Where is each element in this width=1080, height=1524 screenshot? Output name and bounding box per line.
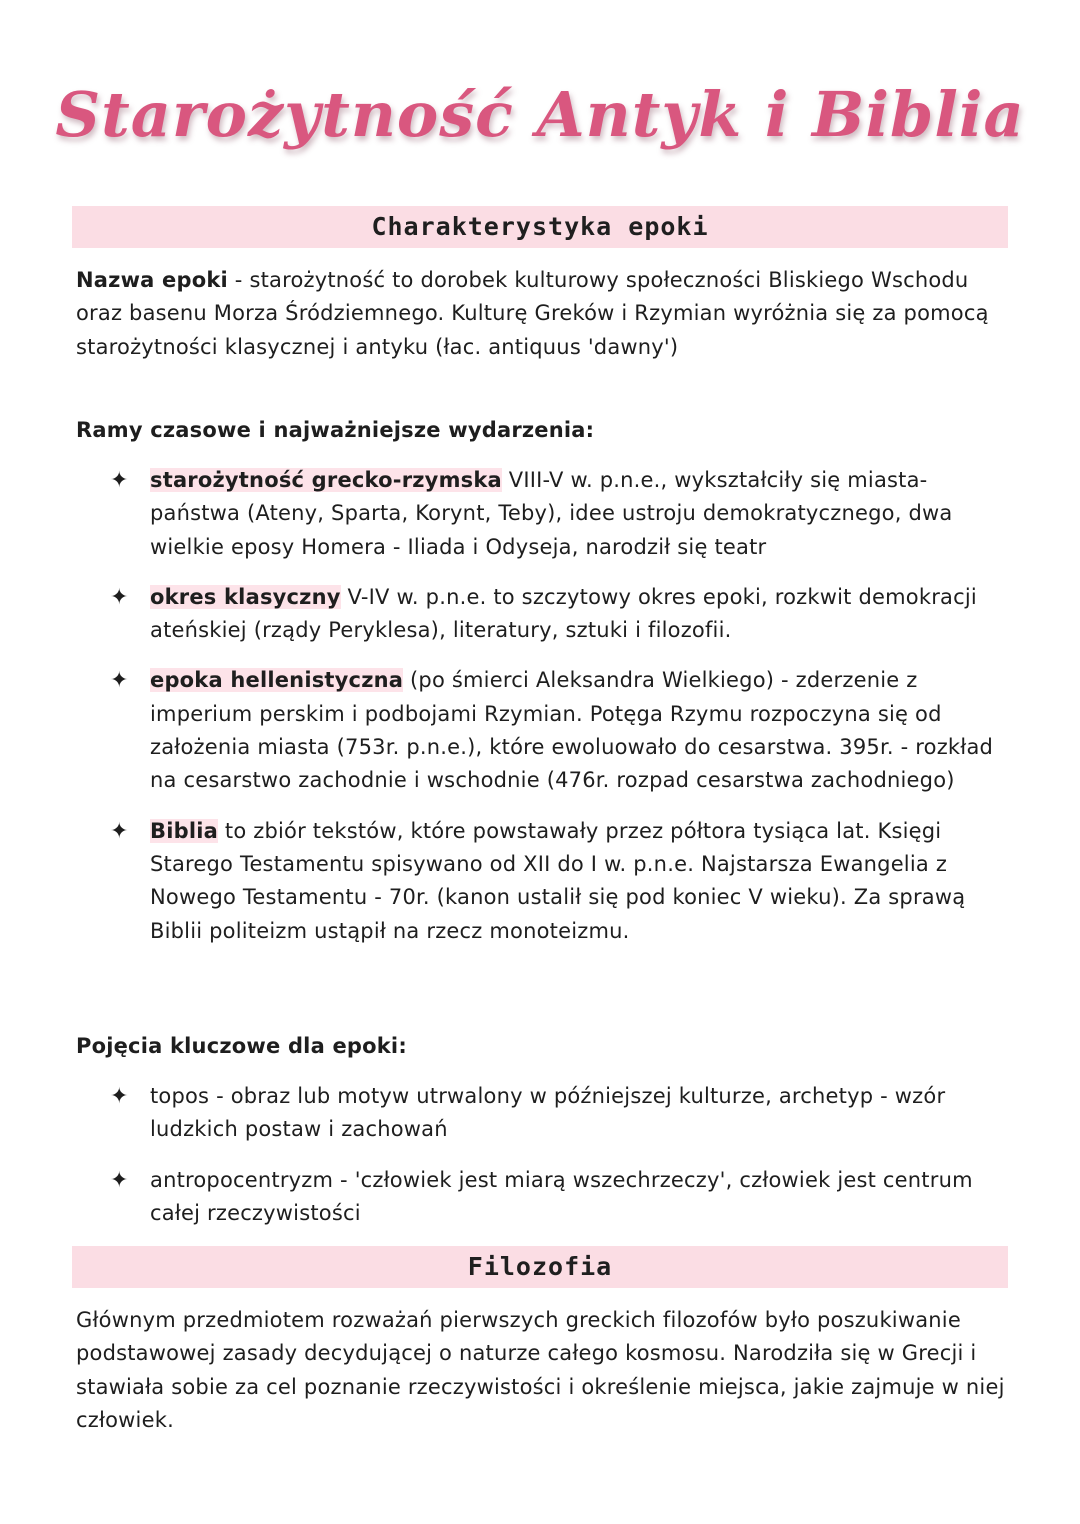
event-term: starożytność grecko-rzymska [150, 468, 502, 492]
sparkle-bullet-icon: ✦ [110, 584, 129, 610]
sparkle-bullet-icon: ✦ [110, 818, 129, 844]
events-list [110, 464, 1006, 965]
concepts-list [110, 1080, 1006, 1247]
subheading-timeframe: Ramy czasowe i najważniejsze wydarzenia: [76, 418, 595, 442]
sparkle-bullet-icon: ✦ [110, 1084, 129, 1109]
list-item [110, 664, 1006, 797]
sparkle-bullet-icon: ✦ [110, 1167, 129, 1193]
paragraph-philosophy: Głównym przedmiotem rozważań pierwszych greckich filozofów było poszukiwanie podstawowej zasady decydującej o naturze całego kosmosu. Narodziła się w Grecji i stawiała sobie za cel poznanie rzeczywistości i określenie miejsca, jakie zajmuje w niej człowiek. [76, 1308, 1005, 1432]
subheading-key-concepts: Pojęcia kluczowe dla epoki: [76, 1034, 407, 1058]
paragraph-era-name [76, 264, 1006, 364]
event-text: V-IV w. p.n.e. to szczytowy okres epoki, rozkwit demokracji ateńskiej (rządy Peryklesa), literatury, sztuki i filozofii. [150, 584, 977, 643]
concept-text: antropocentryzm - 'człowiek jest miarą wszechrzeczy', człowiek jest centrum całej rzeczywistości [150, 1167, 973, 1225]
list-item [110, 815, 1006, 948]
section-heading-philosophy: Filozofia [72, 1246, 1008, 1288]
event-text: VIII-V w. p.n.e., wykształciły się miasta-państwa (Ateny, Sparta, Korynt, Teby), idee ustroju demokratycznego, dwa wielkie eposy Homera - Iliada i Odyseja, narodził się teatr [150, 468, 953, 559]
concept-text: topos - obraz lub motyw utrwalony w późniejszej kulturze, archetyp - wzór ludzkich postaw i zachowań [150, 1084, 946, 1142]
sparkle-bullet-icon: ✦ [110, 668, 129, 694]
event-term: okres klasyczny [150, 584, 341, 609]
list-item [110, 581, 1006, 648]
list-item [110, 1164, 1006, 1231]
event-text: (po śmierci Aleksandra Wielkiego) - zderzenie z imperium perskim i podbojami Rzymian. Potęga Rzymu rozpoczyna się od założenia miasta (753r. p.n.e.), które ewoluowało do cesarstwa. 395r. - rozkład na cesarstwo zachodnie i wschodnie (476r. rozpad cesarstwa zachodniego) [150, 668, 994, 793]
list-item [110, 464, 1006, 564]
page-title: Starożytność Antyk i Biblia [55, 78, 1025, 151]
section-heading-characteristics: Charakterystyka epoki [72, 206, 1008, 248]
era-name-text: - starożytność to dorobek kulturowy społeczności Bliskiego Wschodu oraz basenu Morza Śródziemnego. Kulturę Greków i Rzymian wyróżnia się za pomocą starożytności klasycznej i antyku (łac. antiquus 'dawny') [76, 268, 989, 359]
event-term: Biblia [150, 818, 219, 843]
sparkle-bullet-icon: ✦ [110, 468, 129, 493]
list-item [110, 1080, 1006, 1147]
event-text: to zbiór tekstów, które powstawały przez półtora tysiąca lat. Księgi Starego Testamentu spisywano od XII do I w. p.n.e. Najstarsza Ewangelia z Nowego Testamentu - 70r. (kanon ustalił się pod koniec V wieku). Za sprawą Biblii politeizm ustąpił na rzecz monoteizmu. [150, 818, 966, 943]
event-term: epoka hellenistyczna [150, 668, 404, 693]
era-name-label: Nazwa epoki [76, 268, 228, 292]
